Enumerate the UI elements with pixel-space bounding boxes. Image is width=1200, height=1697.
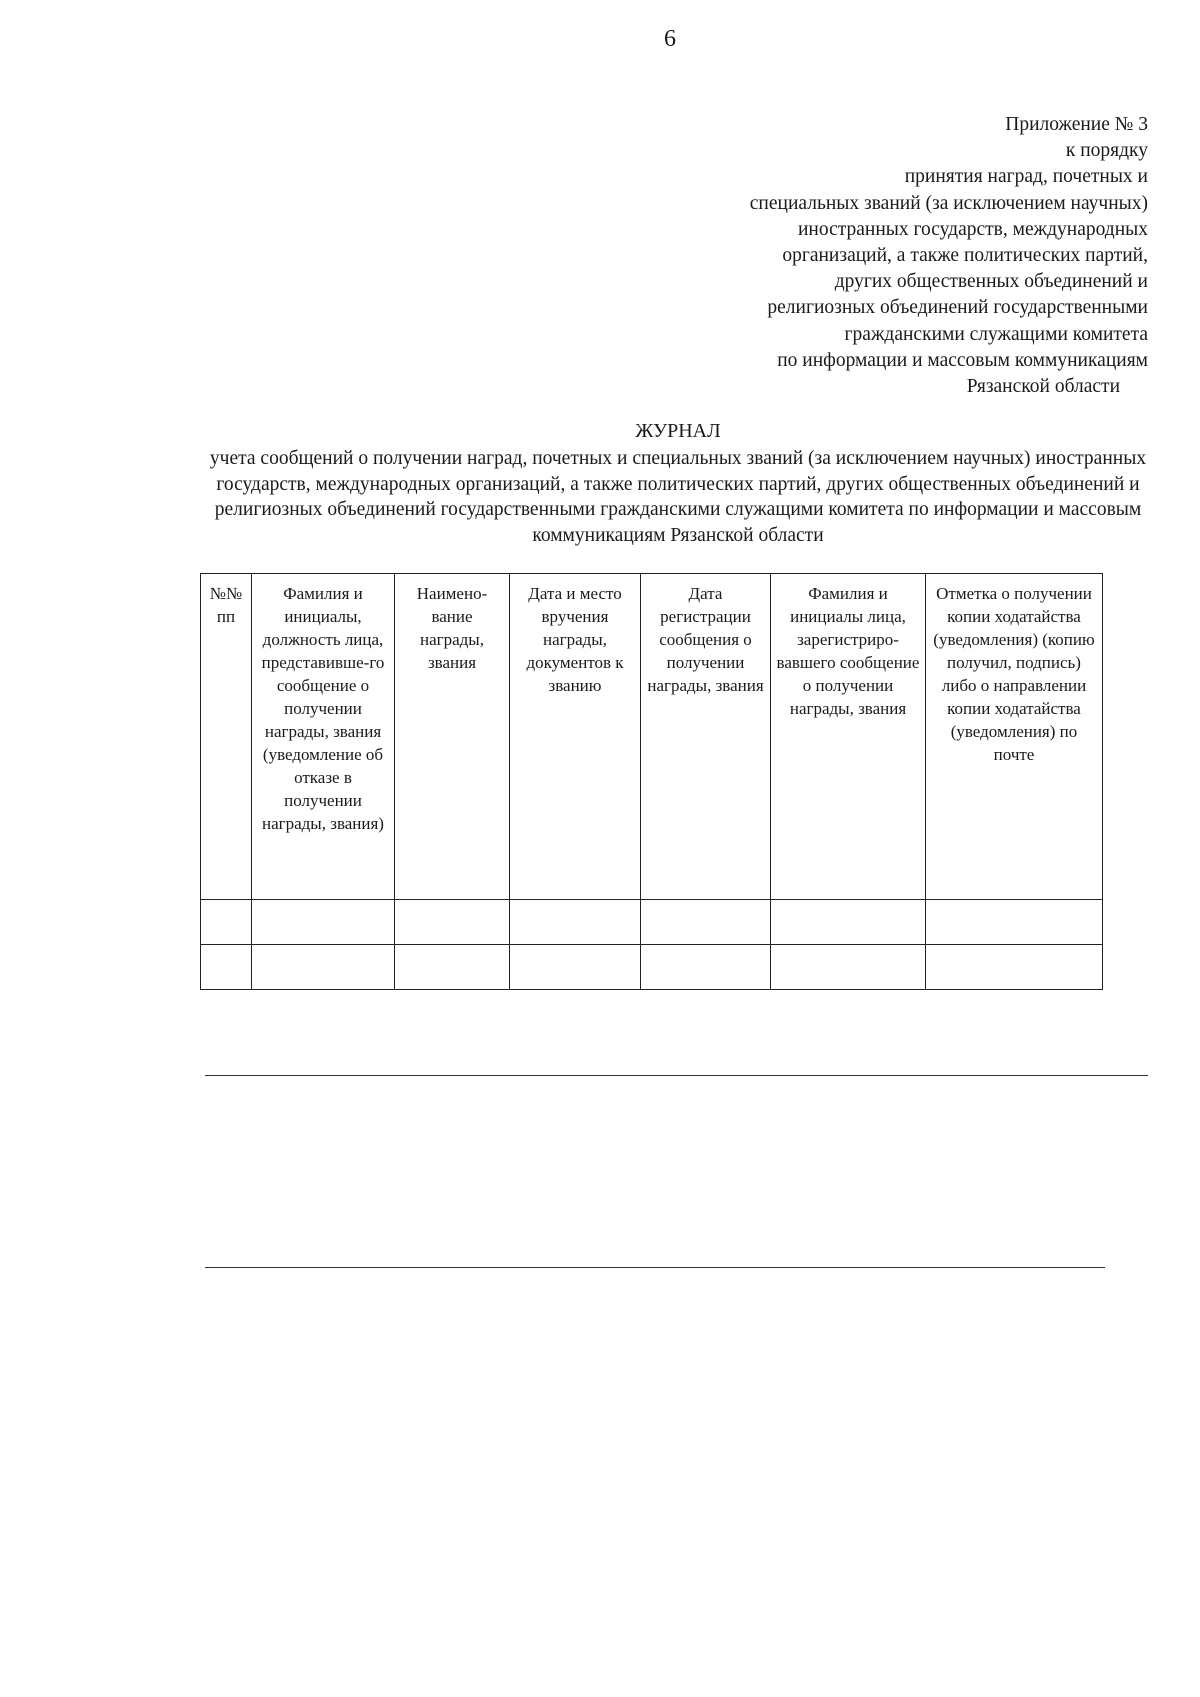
appendix-line: Приложение № 3 <box>1005 114 1148 135</box>
col-header-registration-date: Дата регистрации сообщения о получении награды, звания <box>641 574 771 900</box>
document-description: учета сообщений о получении наград, почетных и специальных званий (за исключением научных) иностранных государств, международных организаций, а также политических партий, других общественных объединений и религиозных объединений государственными гражданскими служащими комитета по информации и массовым коммуникациям Рязанской области <box>209 448 1147 546</box>
appendix-line: других общественных объединений и <box>834 271 1148 293</box>
table-cell[interactable] <box>641 945 771 990</box>
table-cell[interactable] <box>771 945 926 990</box>
table-cell[interactable] <box>201 900 252 945</box>
signature-line <box>205 1075 1148 1076</box>
table-row <box>201 945 1103 990</box>
col-header-award-date-place: Дата и место вручения награды, документов к званию <box>510 574 641 900</box>
journal-table <box>200 573 1103 990</box>
document-title: ЖУРНАЛ <box>635 420 721 442</box>
appendix-line: иностранных государств, международных <box>797 218 1148 240</box>
col-header-copy-mark: Отметка о получении копии ходатайства (уведомления) (копию получил, подпись) либо о направлении копии ходатайства (уведомления) по почте <box>926 574 1103 900</box>
appendix-line: религиозных объединений государственными <box>767 297 1148 319</box>
col-header-award-name: Наимено-вание награды, звания <box>395 574 510 900</box>
table-cell[interactable] <box>201 945 252 990</box>
appendix-line: гражданскими служащими комитета <box>844 323 1148 345</box>
table-cell[interactable] <box>510 945 641 990</box>
col-header-registrar: Фамилия и инициалы лица, зарегистриро-вавшего сообщение о получении награды, звания <box>771 574 926 900</box>
appendix-line: принятия наград, почетных и <box>904 166 1148 188</box>
table-row <box>201 900 1103 945</box>
table-cell[interactable] <box>771 900 926 945</box>
signature-line <box>205 1267 1105 1268</box>
table-cell[interactable] <box>252 900 395 945</box>
table-cell[interactable] <box>395 900 510 945</box>
table-cell[interactable] <box>510 900 641 945</box>
col-header-submitter: Фамилия и инициалы, должность лица, представивше-го сообщение о получении награды, звания (уведомление об отказе в получении награды, звания) <box>252 574 395 900</box>
appendix-line: по информации и массовым коммуникациям <box>777 349 1148 371</box>
appendix-line: Рязанской области <box>966 376 1120 398</box>
col-header-number: №№ пп <box>201 574 252 900</box>
table-cell[interactable] <box>395 945 510 990</box>
table-cell[interactable] <box>926 945 1103 990</box>
page-number: 6 <box>664 26 676 52</box>
table-cell[interactable] <box>641 900 771 945</box>
appendix-line: организаций, а также политических партий, <box>782 245 1148 267</box>
table-header-row <box>201 574 1103 900</box>
table-cell[interactable] <box>926 900 1103 945</box>
appendix-block <box>750 112 1148 400</box>
appendix-line: специальных званий (за исключением научных) <box>749 192 1148 214</box>
appendix-line: к порядку <box>1065 140 1148 162</box>
table-cell[interactable] <box>252 945 395 990</box>
